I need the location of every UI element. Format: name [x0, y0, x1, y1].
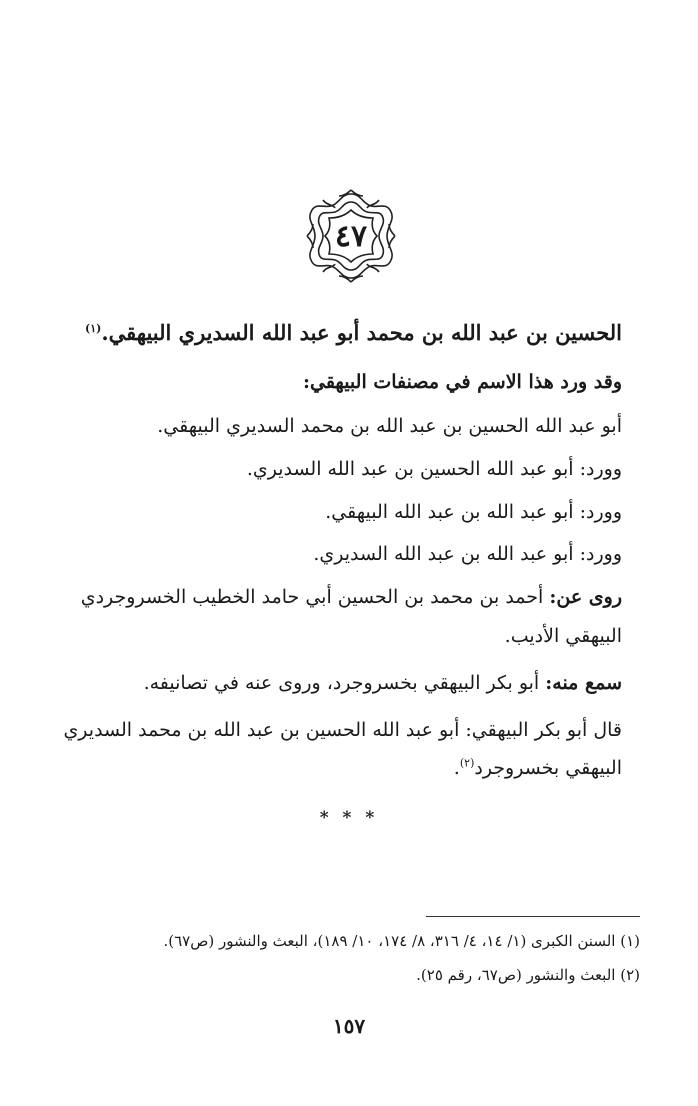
narrated-from: [50, 580, 622, 614]
heard-text: أبو بكر البيهقي بخسروجرد، وروى عنه في تصانيفه.: [143, 672, 540, 694]
narrated-continuation: البيهقي الأديب.: [504, 625, 622, 647]
bayhaqi-statement: قال أبو بكر البيهقي: أبو عبد الله الحسين بن عبد الله بن محمد السديري: [63, 719, 622, 741]
bayhaqi-statement-continuation: [50, 751, 622, 785]
footnote-2: (٢) البعث والنشور (ص٦٧، رقم ٢٥).: [416, 966, 640, 984]
page-number: ١٥٧: [332, 1014, 366, 1038]
footnote-1: (١) السنن الكبرى (١/ ١٤، ٤/ ٣١٦، ٨/ ١٧٤، ١٠/ ١٨٩)، البعث والنشور (ص٦٧).: [163, 932, 640, 950]
footnote-ref-1: (١): [84, 322, 102, 335]
heard-from: [50, 666, 622, 700]
names-heading: وقد ورد هذا الاسم في مصنفات البيهقي:: [302, 371, 622, 393]
narrated-text: أحمد بن محمد بن الحسين أبي حامد الخطيب الخسروجردي: [80, 586, 544, 608]
entry-title: [50, 316, 622, 350]
statement-period: .: [453, 757, 460, 779]
entry-title-text: الحسين بن عبد الله بن محمد أبو عبد الله السديري البيهقي.: [101, 320, 622, 345]
footnote-divider: [426, 916, 640, 917]
entry-number: ٤٧: [334, 218, 368, 254]
name-variant-2: وورد: أبو عبد الله الحسين بن عبد الله السديري.: [246, 458, 622, 480]
name-variant-4: وورد: أبو عبد الله بن عبد الله السديري.: [313, 543, 622, 565]
statement-end-text: البيهقي بخسروجرد: [474, 757, 622, 779]
footnote-ref-2: (٢): [459, 756, 475, 770]
narrated-label: روى عن:: [549, 586, 622, 608]
name-variant-3: وورد: أبو عبد الله بن عبد الله البيهقي.: [325, 501, 622, 523]
name-variant-1: أبو عبد الله الحسين بن عبد الله بن محمد السديري البيهقي.: [157, 415, 622, 437]
entry-number-ornament: [303, 188, 399, 284]
heard-label: سمع منه:: [545, 672, 622, 694]
section-separator: * * *: [319, 808, 379, 828]
